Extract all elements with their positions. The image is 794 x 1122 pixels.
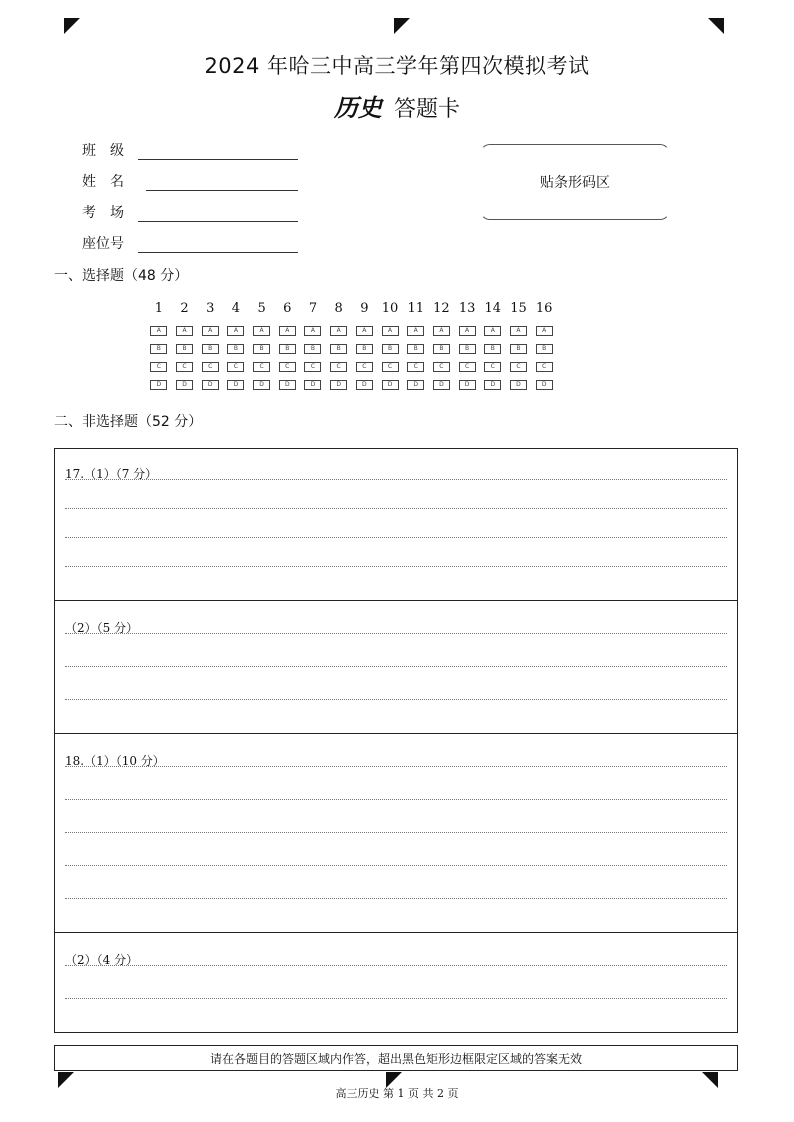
answer-line[interactable] [65,566,727,567]
info-field-label: 姓 名 [82,174,124,190]
answer-bubble-3-c[interactable]: C [202,362,219,372]
answer-bubble-13-c[interactable]: C [459,362,476,372]
bubble-cell [326,380,352,398]
bubble-cell [531,362,557,380]
answer-bubble-5-c[interactable]: C [253,362,270,372]
bubble-cell [480,380,506,398]
answer-bubble-8-b[interactable]: B [330,344,347,354]
bubble-cell [249,326,275,344]
bubble-cell [454,362,480,380]
bubble-cell [480,362,506,380]
bubble-row-c [146,362,557,380]
bubble-cell [480,344,506,362]
answer-line[interactable] [65,965,727,966]
bubble-cell [506,380,532,398]
bubble-cell [377,326,403,344]
bubble-cell [480,326,506,344]
question-label: （2）（5 分） [65,621,139,635]
answer-bubble-2-d[interactable]: D [176,380,193,390]
bubble-cell [377,380,403,398]
bubble-cell [146,344,172,362]
alignment-marker-top-left [64,18,80,34]
answer-bubble-2-a[interactable]: A [176,326,193,336]
answer-bubble-12-a[interactable]: A [433,326,450,336]
bubble-cell [326,362,352,380]
info-field-seat-number[interactable] [82,233,298,253]
info-field-class[interactable] [82,140,298,160]
answer-bubble-11-d[interactable]: D [407,380,424,390]
answer-bubble-16-c[interactable]: C [536,362,553,372]
bubble-cell [377,362,403,380]
answer-bubble-1-d[interactable]: D [150,380,167,390]
bubble-cell [172,380,198,398]
answer-bubble-13-d[interactable]: D [459,380,476,390]
bubble-cell [506,344,532,362]
answer-section-17-1[interactable] [55,449,737,601]
bubble-cell [506,362,532,380]
answer-line[interactable] [65,537,727,538]
question-number: 11 [407,301,424,316]
question-label: 17.（1）（7 分） [65,467,158,481]
answer-line[interactable] [65,633,727,634]
answer-bubble-8-c[interactable]: C [330,362,347,372]
bubble-cell [172,362,198,380]
question-number: 9 [360,301,369,316]
info-field-line[interactable] [138,145,298,160]
answer-bubble-14-a[interactable]: A [484,326,501,336]
bubble-cell [429,380,455,398]
question-number: 14 [484,301,502,316]
bubble-cell [223,380,249,398]
exam-title: 2024 年哈三中高三学年第四次模拟考试 [204,54,590,78]
answer-bubble-4-d[interactable]: D [227,380,244,390]
answer-bubble-6-a[interactable]: A [279,326,296,336]
answer-bubble-5-d[interactable]: D [253,380,270,390]
question-number: 1 [154,301,163,316]
answer-line[interactable] [65,479,727,480]
answer-bubble-7-a[interactable]: A [304,326,321,336]
answer-bubble-16-d[interactable]: D [536,380,553,390]
answer-line[interactable] [65,766,727,767]
bubble-cell [249,344,275,362]
answer-bubble-9-c[interactable]: C [356,362,373,372]
bubble-cell [146,362,172,380]
bubble-cell [249,380,275,398]
answer-section-18-2[interactable] [55,933,737,1032]
question-number: 5 [257,301,266,316]
answer-line[interactable] [65,998,727,999]
bubble-cell [352,344,378,362]
question-number: 2 [180,301,189,316]
answer-line[interactable] [65,666,727,667]
answer-bubble-7-b[interactable]: B [304,344,321,354]
answer-line[interactable] [65,865,727,866]
answer-bubble-6-c[interactable]: C [279,362,296,372]
bubble-cell [352,326,378,344]
info-field-label: 班 级 [82,143,124,159]
answer-line[interactable] [65,898,727,899]
bubble-cell [274,362,300,380]
answer-line[interactable] [65,832,727,833]
answer-bubble-12-d[interactable]: D [433,380,450,390]
info-field-exam-room[interactable] [82,202,298,222]
answer-bubble-4-c[interactable]: C [227,362,244,372]
answer-bubble-1-c[interactable]: C [150,362,167,372]
info-field-name[interactable] [82,171,298,191]
page-footer: 高三历史 第 1 页 共 2 页 [335,1087,459,1100]
bubble-cell [274,326,300,344]
answer-bubble-4-a[interactable]: A [227,326,244,336]
bubble-row-b [146,344,557,362]
question-number-row [146,301,557,316]
bubble-cell [223,362,249,380]
answer-bubble-12-b[interactable]: B [433,344,450,354]
question-number: 6 [283,301,292,316]
bubble-cell [274,380,300,398]
answer-bubble-6-d[interactable]: D [279,380,296,390]
answer-bubble-10-d[interactable]: D [382,380,399,390]
alignment-marker-top-right [708,18,724,34]
bubble-cell [300,344,326,362]
answer-bubble-3-b[interactable]: B [202,344,219,354]
bubble-cell [223,326,249,344]
answer-section-17-2[interactable] [55,601,737,734]
alignment-marker-top-center [394,18,410,34]
notice-text: 请在各题目的答题区域内作答，超出黑色矩形边框限定区域的答案无效 [209,1051,582,1066]
question-number: 4 [231,301,241,316]
answer-bubble-11-b[interactable]: B [407,344,424,354]
bubble-cell [403,362,429,380]
bubble-cell [454,380,480,398]
info-field-line[interactable] [138,207,298,222]
bubble-cell [531,344,557,362]
question-number: 10 [381,301,399,316]
answer-bubble-11-a[interactable]: A [407,326,424,336]
bubble-cell [300,380,326,398]
bubble-cell [403,380,429,398]
answer-bubble-8-d[interactable]: D [330,380,347,390]
question-number: 12 [433,301,450,316]
question-number: 13 [458,301,476,316]
bubble-cell [172,344,198,362]
answer-bubble-14-d[interactable]: D [484,380,501,390]
bubble-cell [454,326,480,344]
answer-bubble-9-a[interactable]: A [356,326,373,336]
answer-bubble-15-d[interactable]: D [510,380,527,390]
bubble-cell [403,344,429,362]
section-title-non-choice: 二、非选择题（52 分） [54,414,203,430]
answer-bubble-1-b[interactable]: B [150,344,167,354]
card-subtitle [0,88,794,123]
bubble-cell [300,326,326,344]
bubble-cell [197,344,223,362]
answer-bubble-15-b[interactable]: B [510,344,527,354]
bubble-cell [146,326,172,344]
answer-bubble-5-a[interactable]: A [253,326,270,336]
answer-box [54,448,738,1033]
bubble-cell [429,326,455,344]
bubble-cell [403,326,429,344]
answer-bubble-1-a[interactable]: A [150,326,167,336]
bubble-cell [454,344,480,362]
answer-bubble-10-b[interactable]: B [382,344,399,354]
answer-bubble-9-d[interactable]: D [356,380,373,390]
barcode-area-label: 贴条形码区 [540,175,610,191]
info-field-line[interactable] [146,176,298,191]
bubble-cell [429,344,455,362]
bubble-cell [377,344,403,362]
answer-bubble-2-b[interactable]: B [176,344,193,354]
answer-bubble-6-b[interactable]: B [279,344,296,354]
question-label: 18.（1）（10 分） [65,754,165,768]
answer-bubble-grid [146,326,557,398]
answer-bubble-16-a[interactable]: A [536,326,553,336]
info-field-line[interactable] [138,238,298,253]
question-label: （2）（4 分） [65,953,139,967]
bubble-cell [249,362,275,380]
bubble-cell [300,362,326,380]
answer-line[interactable] [65,699,727,700]
answer-bubble-13-b[interactable]: B [459,344,476,354]
bubble-row-d [146,380,557,398]
answer-bubble-7-d[interactable]: D [304,380,321,390]
info-field-label: 座位号 [82,236,124,252]
answer-bubble-5-b[interactable]: B [253,344,270,354]
bubble-cell [352,380,378,398]
answer-bubble-15-c[interactable]: C [510,362,527,372]
subject-name: 历史 [333,93,382,122]
answer-bubble-10-c[interactable]: C [382,362,399,372]
answer-bubble-10-a[interactable]: A [382,326,399,336]
bubble-cell [197,362,223,380]
answer-bubble-14-b[interactable]: B [484,344,501,354]
bubble-cell [531,326,557,344]
barcode-area[interactable] [480,144,670,220]
bubble-cell [172,326,198,344]
info-field-label: 考 场 [82,205,124,221]
answer-bubble-13-a[interactable]: A [459,326,476,336]
answer-bubble-16-b[interactable]: B [536,344,553,354]
answer-bubble-2-c[interactable]: C [176,362,193,372]
bubble-cell [274,344,300,362]
bubble-cell [197,380,223,398]
bubble-cell [197,326,223,344]
section-title-multiple-choice: 一、选择题（48 分） [54,268,189,284]
question-number: 7 [308,301,318,316]
answer-bubble-3-d[interactable]: D [202,380,219,390]
answer-line[interactable] [65,799,727,800]
answer-bubble-9-b[interactable]: B [356,344,373,354]
question-number: 16 [535,301,553,316]
bubble-cell [352,362,378,380]
question-number: 8 [334,301,343,316]
bubble-cell [326,344,352,362]
bubble-cell [506,326,532,344]
answer-notice [54,1045,738,1071]
answer-bubble-7-c[interactable]: C [304,362,321,372]
answer-bubble-15-a[interactable]: A [510,326,527,336]
answer-bubble-14-c[interactable]: C [484,362,501,372]
answer-bubble-11-c[interactable]: C [407,362,424,372]
answer-bubble-12-c[interactable]: C [433,362,450,372]
bubble-row-a [146,326,557,344]
answer-bubble-8-a[interactable]: A [330,326,347,336]
answer-bubble-4-b[interactable]: B [227,344,244,354]
bubble-cell [326,326,352,344]
answer-section-18-1[interactable] [55,734,737,933]
question-number: 3 [206,301,215,316]
question-number: 15 [510,301,527,316]
bubble-cell [223,344,249,362]
bubble-cell [531,380,557,398]
card-name: 答题卡 [393,97,460,122]
bubble-cell [146,380,172,398]
answer-line[interactable] [65,508,727,509]
bubble-cell [429,362,455,380]
answer-bubble-3-a[interactable]: A [202,326,219,336]
